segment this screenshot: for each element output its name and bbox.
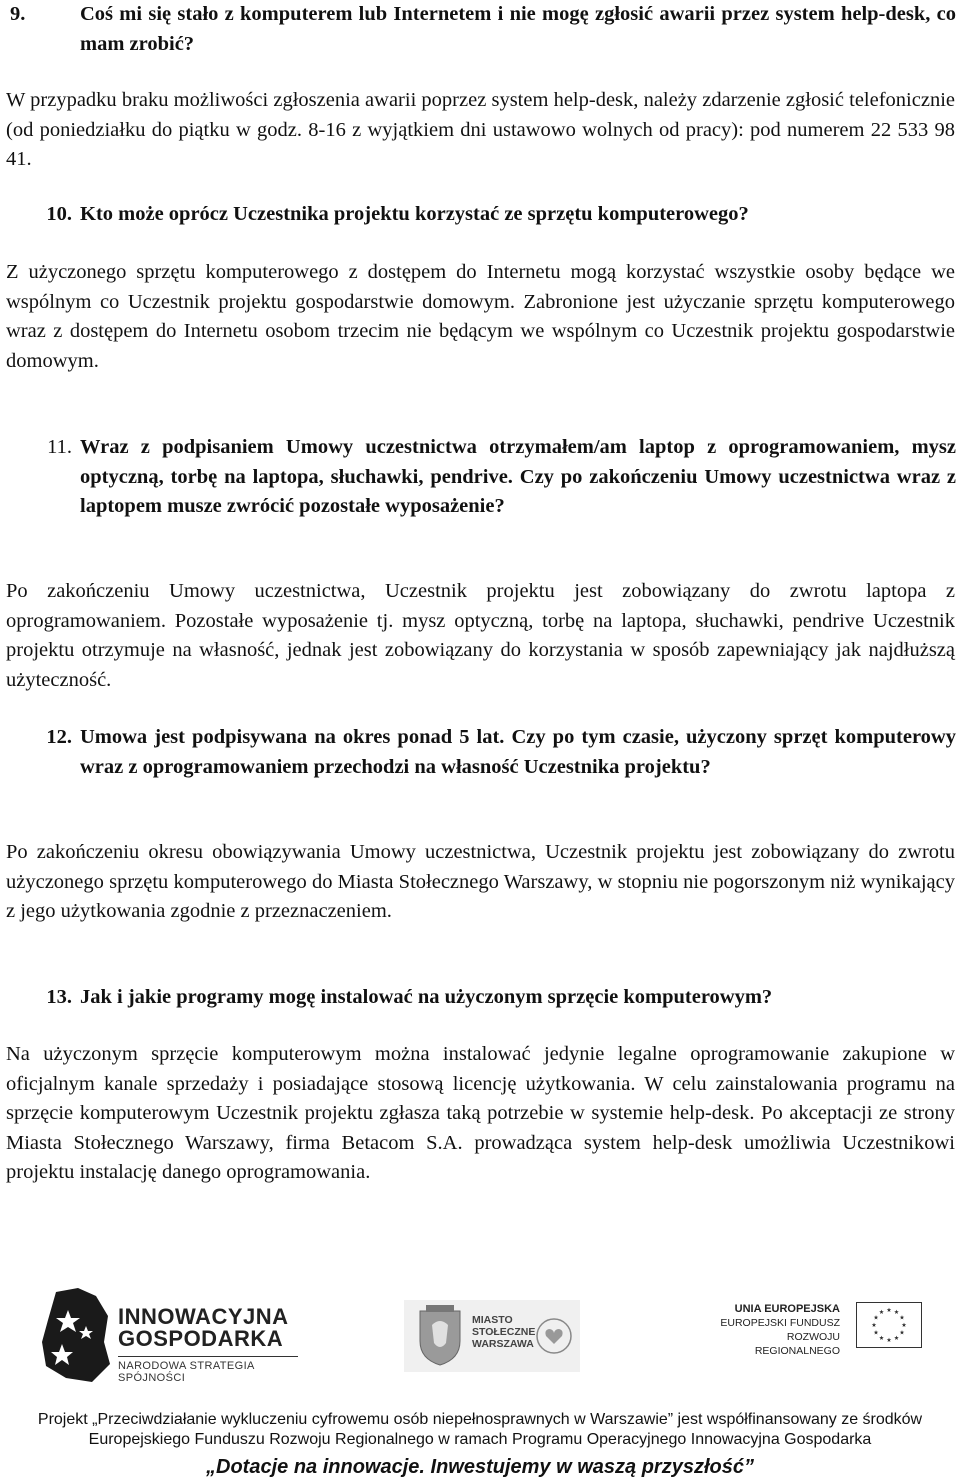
question-text: Jak i jakie programy mogę instalować na użyczonym sprzęcie komputerowym? [80, 986, 773, 1008]
footer-line-2: Europejskiego Funduszu Rozwoju Regionalnego w ramach Programu Operacyjnego Innowacyjna Gospodarka [88, 1431, 872, 1448]
question-text: Coś mi się stało z komputerem lub Internetem i nie mogę zgłosić awarii przez system help-desk, co mam zrobić? [80, 3, 956, 55]
heart-emblem-icon [534, 1316, 574, 1356]
eu-text: UNIA EUROPEJSKA EUROPEJSKI FUNDUSZ ROZWOJU REGIONALNEGO [720, 1303, 840, 1357]
innowacyjna-gospodarka-logo [38, 1286, 298, 1386]
footer-line-1: Projekt „Przeciwdziałanie wykluczeniu cyfrowemu osób niepełnosprawnych w Warszawie” jest współfinansowany ze środków [37, 1411, 923, 1428]
question-number: 10. [46, 203, 72, 225]
question-number: 12. [46, 726, 72, 748]
question-text: Umowa jest podpisywana na okres ponad 5 lat. Czy po tym czasie, użyczony sprzęt komputerowy wraz z oprogramowaniem przechodzi na własność Uczestnika projektu? [80, 726, 956, 778]
question-text: Kto może oprócz Uczestnika projektu korzystać ze sprzętu komputerowego? [80, 203, 749, 225]
faq-answer-10: Z użyczonego sprzętu komputerowego z dostępem do Internetu mogą korzystać wszystkie osoby będące we wspólnym co Uczestnik projektu gospodarstwie domowym. Zabronione jest użyczanie sprzętu komputerowego wraz z dostępem do Internetu osobom trzecim nie będącym we wspólnym co Uczestnik projektu gospodarstwie domowym. [6, 261, 955, 372]
project-footer [0, 1410, 960, 1450]
ig-title: INNOWACYJNA GOSPODARKA [118, 1304, 289, 1351]
eu-flag-icon [856, 1302, 922, 1348]
poland-map-stars-icon [38, 1286, 112, 1386]
warszawa-logo [404, 1300, 580, 1372]
faq-question-13 [0, 983, 956, 1013]
question-number: 13. [46, 986, 72, 1008]
faq-answer-11: Po zakończeniu Umowy uczestnictwa, Uczestnik projektu jest zobowiązany do zwrotu laptopa z oprogramowaniem. Pozostałe wyposażenie tj. mysz optyczną, torbę na laptopa, słuchawki, pendrive Uczestnik projektu otrzymuje na własność, jednak jest zobowiązany do korzystania w sposób zapewniający jak najdłuższą użyteczność. [6, 580, 955, 691]
faq-answer-9: W przypadku braku możliwości zgłoszenia awarii poprzez system help-desk, należy zdarzenie zgłosić telefonicznie (od poniedziałku do piątku w godz. 8-16 z wyjątkiem dni ustawowo wolnych od pracy): pod numerem 22 533 98 41. [6, 89, 955, 170]
logos-row [0, 1278, 960, 1388]
question-number: 11. [47, 436, 72, 458]
question-text: Wraz z podpisaniem Umowy uczestnictwa otrzymałem/am laptop z oprogramowaniem, mysz optyczną, torbę na laptopa, słuchawki, pendrive. Czy po zakończeniu Umowy uczestnictwa wraz z laptopem musze zwrócić pozostałe wyposażenie? [80, 436, 956, 517]
warsaw-text: MIASTO STOŁECZNE WARSZAWA [472, 1314, 536, 1350]
question-number: 9. [10, 3, 26, 25]
faq-question-9 [0, 0, 956, 59]
faq-question-12 [0, 723, 956, 782]
faq-answer-12: Po zakończeniu okresu obowiązywania Umowy uczestnictwa, Uczestnik projektu jest zobowiązany do zwrotu użyczonego sprzętu komputerowego do Miasta Stołecznego Warszawy, w stopniu nie pogorszonym niż wynikający z jego użytkowania zgodnie z przeznaczeniem. [6, 841, 955, 922]
eu-logo [700, 1300, 930, 1360]
faq-question-11 [0, 433, 956, 522]
faq-answer-13: Na użyczonym sprzęcie komputerowym można instalować jedynie legalne oprogramowanie zakupione w oficjalnym kanale sprzedaży i posiadające stosową licencję użytkowania. W celu zainstalowania programu na sprzęcie komputerowym Uczestnik projektu zgłasza taką potrzebie w systemie help-desk. Po akceptacji ze strony Miasta Stołecznego Warszawy, firma Betacom S.A. prowadząca system help-desk umożliwia Uczestnikowi projektu instalację danego oprogramowania. [6, 1043, 955, 1183]
ig-subtitle: NARODOWA STRATEGIA SPÓJNOŚCI [118, 1356, 298, 1384]
faq-question-10 [0, 200, 956, 230]
warsaw-coat-of-arms-icon [410, 1303, 470, 1369]
footer-slogan: „Dotacje na innowacje. Inwestujemy w waszą przyszłość” [206, 1456, 754, 1478]
